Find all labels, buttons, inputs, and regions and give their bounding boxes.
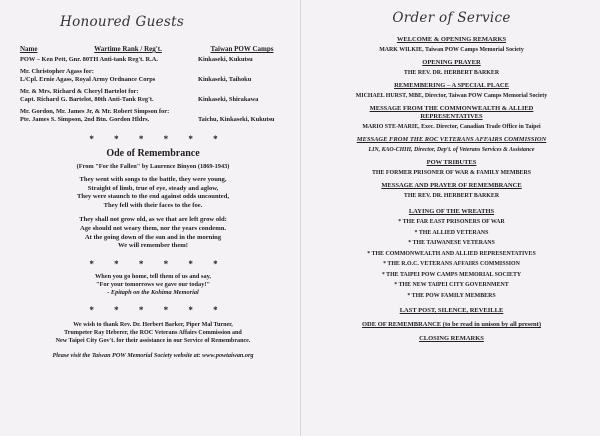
column-rank: Wartime Rank / Reg't. [94,45,162,53]
guest-for-text: Mr. Christopher Agass for: [20,68,94,75]
wreaths-title: LAYING OF THE WREATHS [408,208,495,215]
column-camps: Taiwan POW Camps [210,45,274,53]
section-desc: MARK WILKIE, Taiwan POW Camps Memorial Society [379,47,524,53]
wreath-item: * THE ALLIED VETERANS [414,229,489,236]
section-title: OPENING PRAYER [422,59,481,66]
verse-line: They fell with their faces to the foe. [103,201,203,209]
wreath-item: * THE TAIPEI POW CAMPS MEMORIAL SOCIETY [381,271,522,278]
epitaph-line: "For your tomorrows we gave our today!" [96,280,210,288]
section-title: POW TRIBUTES [426,159,477,166]
ode-reading: ODE OF REMEMBRANCE (to be read in unison by all present) [361,321,541,328]
thanks-line: New Taipei City Gov't. for their assistance in our Service of Remembrance. [55,337,251,344]
section-desc: MICHAEL HURST, MBE, Director, Taiwan POW Camps Memorial Society [355,93,548,99]
verse-line: They were staunch to the end against odds uncounted, [76,193,230,201]
verse-line: At the going down of the sun and in the morning [84,233,222,241]
ode-source: (From "For the Fallen" by Laurence Binyon (1869-1943) [76,163,230,170]
epitaph-line: When you go home, tell them of us and say, [95,272,211,280]
guest-for-text: Mr. & Mrs. Richard & Cheryl Bartelot for: [20,88,139,95]
verse-line: They went with songs to the battle, they were young, [79,176,227,183]
verse-line: Straight of limb, true of eye, steady and aglow, [87,184,219,192]
guest-name: POW – Ken Pett, Gnr. 80TH Anti-tank Reg't. R.A. [20,56,158,63]
guest-for-text: Mr. Gordon, Mr. James Jr, & Mr. Robert Simpson for: [20,108,170,115]
thanks-note [20,321,286,345]
closing-remarks: CLOSING REMARKS [419,335,484,342]
guest-camps: Kinkaseki, Taihoku [198,76,252,83]
ode-verse-1 [20,176,286,210]
section-desc: THE REV. DR. HERBERT BARKER [403,70,500,76]
divider-stars: * * * * * * [89,304,227,315]
guest-row [20,76,286,84]
guest-for [20,108,286,116]
wreath-item: * THE NEW TAIPEI CITY GOVERNMENT [394,282,509,288]
section-desc: THE REV. DR. HERBERT BARKER [403,193,500,199]
guest-camps: Kinkaseki, Shirakawa [198,96,259,103]
website-note: Please visit the Taiwan POW Memorial Society website at: www.powtaiwan.org [52,351,254,359]
column-name: Name [20,45,38,53]
guest-name: Capt. Richard G. Bartelot, 80th Anti-Tank Reg't. [20,96,154,103]
section-desc: MARIO STE-MARIE, Exec. Director, Canadian Trade Office in Taipei [362,124,541,130]
wreath-item: * THE COMMONWEALTH AND ALLIED REPRESENTATIVES [367,250,536,257]
guest-row [20,56,286,64]
wreath-item: * THE R.O.C. VETERANS AFFAIRS COMMISSION [383,261,520,267]
ode-title: Ode of Remembrance [106,148,200,159]
wreath-item: * THE FAR EAST PRISONERS OF WAR [398,219,505,225]
kohima-epitaph [20,273,286,297]
section-title: WELCOME & OPENING REMARKS [396,36,507,43]
section-title: MESSAGE AND PRAYER OF REMEMBRANCE [381,182,522,189]
guest-camps: Taichu, Kinkaseki, Kukutsu [198,116,275,123]
order-of-service-title: Order of Service [392,10,511,26]
guest-for [20,68,286,76]
verse-line: They shall not grow old, as we that are left grow old: [79,216,227,224]
thanks-line: Trumpeter Ray Heberer, the ROC Veterans Affairs Commission and [64,329,242,336]
section-desc: LIN, KAO-CHIH, Director, Dep't. of Veterans Services & Assistance [368,147,535,153]
section-title: MESSAGE FROM THE ROC VETERANS AFFAIRS COMMISSION [356,136,547,143]
thanks-line: We wish to thank Rev. Dr. Herbert Barker, Piper Mal Turner, [73,321,233,328]
guest-name: Pte. James S. Simpson, 2nd Btn. Gordon Hldrs. [20,116,150,123]
guest-camps: Kinkaseki, Kukutsu [198,56,253,63]
epitaph-citation: - Epitaph on the Kohima Memorial [107,288,199,296]
section-desc: THE FORMER PRISONER OF WAR & FAMILY MEMBERS [372,170,531,176]
verse-line: Age should not weary them, nor the years condemn. [79,224,227,232]
guest-row [20,116,286,124]
guests-table-header [20,45,286,53]
section-title: REMEMBERING – A SPECIAL PLACE [394,82,509,89]
guest-row [20,96,286,104]
divider-stars: * * * * * * [89,134,227,144]
divider-stars: * * * * * * [89,258,227,269]
section-title: MESSAGE FROM THE COMMONWEALTH & ALLIED REPRESENTATIVES [369,105,534,120]
guest-for [20,88,286,96]
order-of-service-page [300,0,600,436]
last-post: LAST POST, SILENCE, REVEILLE [399,307,504,314]
verse-line: We will remember them! [118,242,188,250]
wreath-item: * THE POW FAMILY MEMBERS [407,292,496,299]
wreath-list [311,217,592,301]
honoured-guests-title: Honoured Guests [60,14,185,30]
guest-name: L/Cpl. Ernie Agass, Royal Army Ordnance Corps [20,76,156,83]
ode-verse-2 [20,216,286,250]
wreath-item: * THE TAIWANESE VETERANS [408,240,495,246]
